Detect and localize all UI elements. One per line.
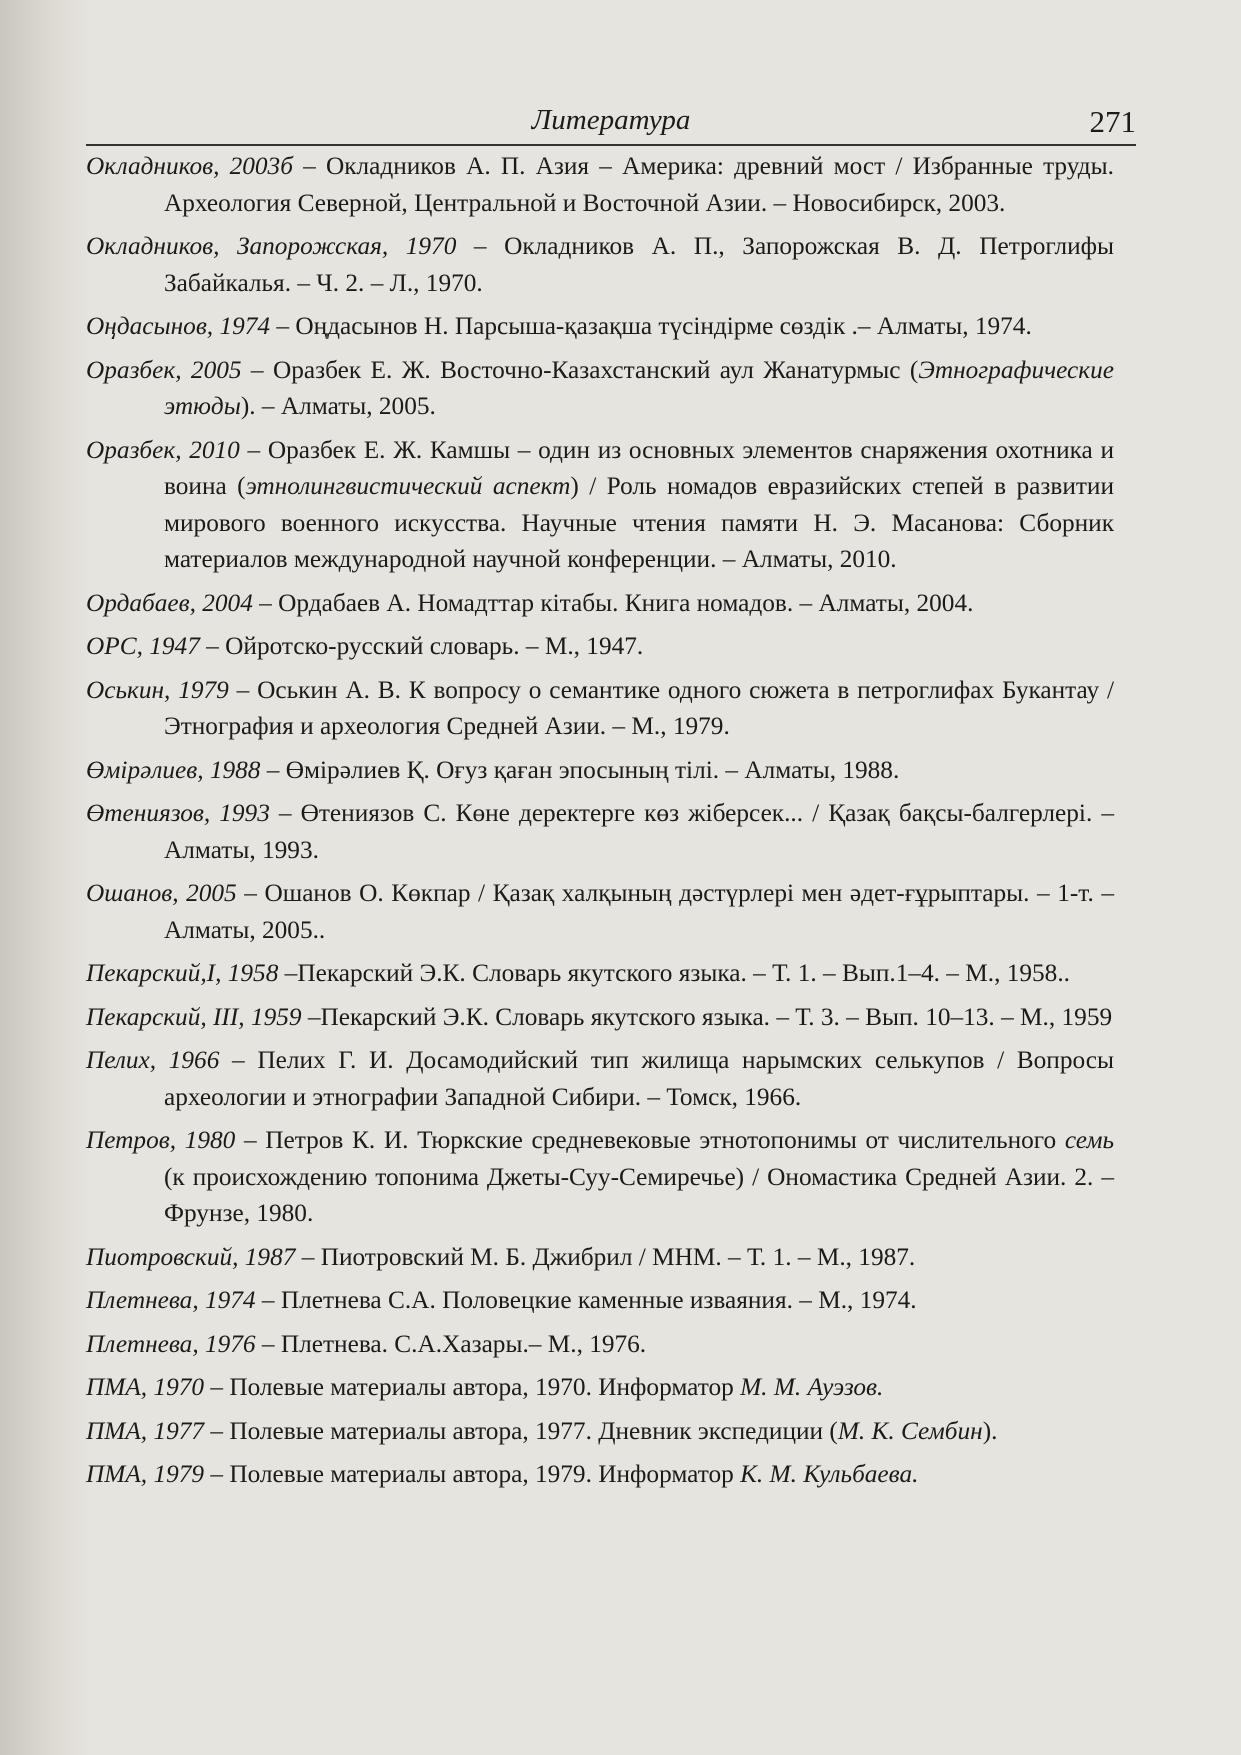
entry-key: Ордабаев, 2004 [86, 588, 253, 617]
entry-key: Плетнева, 1974 [86, 1286, 256, 1314]
entry-key: ПМА, 1979 [86, 1460, 205, 1488]
bibliography-entry [86, 672, 1114, 745]
bibliography-entry [86, 628, 1114, 665]
entry-text-end: ) / Роль номадов евразийских степей в развитии мирового военного искусства. Научные чтения памяти Н. Э. Масанова: Сборник материалов международной научной конференции. – Алматы, 2010. [164, 472, 1114, 573]
entry-key: Пиотровский, 1987 [86, 1242, 296, 1271]
entry-text: – Полевые материалы автора, 1979. Информатор [204, 1460, 741, 1488]
page-gutter-shadow [0, 0, 90, 1755]
bibliography-entry [86, 1239, 1114, 1276]
entry-key: Ошанов, 2005 [86, 879, 237, 907]
bibliography-entry [86, 1369, 1114, 1406]
entry-text-end: ). – Алматы, 2005. [240, 392, 436, 420]
entry-key: Өтениязов, 1993 [86, 799, 270, 827]
bibliography-entry [86, 1326, 1114, 1363]
bibliography-entry [86, 999, 1114, 1036]
entry-key: Окладников, 2003б [86, 152, 293, 180]
entry-italic-text: Этнографические этюды [164, 355, 1114, 420]
entry-italic-text: К. М. Кульбаева. [740, 1460, 919, 1488]
bibliography-entry [86, 432, 1114, 578]
bibliography-entry [86, 795, 1114, 868]
book-page [86, 0, 1136, 1755]
entry-text: – Өмірәлиев Қ. Оғуз қаған эпосының тілі. – Алматы, 1988. [260, 755, 900, 784]
entry-text: – Ошанов О. Көкпар / Қазақ халқының дәстүрлері мен әдет-ғұрыптары. – 1-т. – Алматы, 2005.. [164, 879, 1114, 944]
bibliography-entry [86, 875, 1114, 948]
entry-key: Пелих, 1966 [86, 1046, 220, 1074]
entry-italic-text: М. М. Ауэзов. [740, 1373, 884, 1401]
entry-key: Пекарский,I, 1958 [86, 959, 279, 987]
bibliography-entry [86, 1456, 1114, 1493]
bibliography-entry [86, 1413, 1114, 1450]
entry-italic-text: М. К. Сембин [837, 1416, 983, 1445]
entry-text-end: ). [982, 1416, 998, 1445]
bibliography-entry [86, 308, 1114, 345]
bibliography-entry [86, 1282, 1114, 1319]
entry-text-end: (к происхождению топонима Джеты-Суу-Семиречье) / Ономастика Средней Азии. 2. – Фрунзе, 1980. [164, 1162, 1114, 1227]
entry-text: – Пиотровский М. Б. Джибрил / МНМ. – Т. 1. – М., 1987. [295, 1242, 916, 1271]
entry-key: Оразбек, 2005 [86, 355, 242, 384]
entry-italic-text: этнолингвистический аспект [245, 472, 571, 500]
entry-text: – Оңдасынов Н. Парсыша-қазақша түсіндірме сөздік .– Алматы, 1974. [270, 312, 1032, 340]
entry-italic-text: семь [1064, 1126, 1114, 1154]
page-number: 271 [1089, 104, 1136, 139]
entry-text: – Полевые материалы автора, 1977. Дневник экспедиции ( [204, 1416, 838, 1445]
entry-key: Оськин, 1979 [86, 675, 229, 704]
entry-text: – Оразбек Е. Ж. Восточно-Казахстанский аул Жанатурмыс ( [241, 355, 919, 384]
bibliography-entry [86, 955, 1114, 992]
entry-key: Плетнева, 1976 [86, 1329, 256, 1358]
entry-key: ПМА, 1977 [86, 1416, 205, 1445]
entry-text: – Плетнева. С.А.Хазары.– М., 1976. [255, 1329, 647, 1358]
entry-text: – Оськин А. В. К вопросу о семантике одного сюжета в петроглифах Букантау / Этнография и археология Средней Азии. – М., 1979. [164, 675, 1114, 740]
entry-text: – Ордабаев А. Номадттар кітабы. Книга номадов. – Алматы, 2004. [252, 588, 974, 617]
entry-text: – Петров К. И. Тюркские средневековые этнотопонимы от числительного [235, 1126, 1065, 1154]
entry-text: – Окладников А. П. Азия – Америка: древний мост / Избранные труды. Археология Северной, Центральной и Восточной Азии. – Новосибирск, 2003. [164, 152, 1114, 217]
entry-text: – Ойротско-русский словарь. – М., 1947. [199, 632, 644, 660]
bibliography-entry [86, 228, 1114, 301]
bibliography-entry [86, 752, 1114, 789]
page-header [86, 100, 1136, 146]
entry-key: Оразбек, 2010 [86, 435, 240, 464]
entry-text: – Полевые материалы автора, 1970. Информатор [204, 1373, 741, 1401]
entry-text: – Пелих Г. И. Досамодийский тип жилища нарымских селькупов / Вопросы археологии и этнографии Западной Сибири. – Томск, 1966. [164, 1046, 1115, 1111]
entry-key: Оңдасынов, 1974 [86, 312, 271, 340]
bibliography-entry [86, 352, 1114, 425]
entry-text: –Пекарский Э.К. Словарь якутского языка. – Т. 3. – Вып. 10–13. – М., 1959 [301, 1002, 1113, 1031]
entry-text: – Плетнева С.А. Половецкие каменные изваяния. – М., 1974. [255, 1286, 917, 1314]
entry-key: Петров, 1980 [86, 1126, 236, 1154]
bibliography-entry [86, 1042, 1114, 1115]
entry-text: – Окладников А. П., Запорожская В. Д. Петроглифы Забайкалья. – Ч. 2. – Л., 1970. [164, 232, 1114, 297]
entry-key: Пекарский, III, 1959 [86, 1002, 302, 1031]
entry-text: – Оразбек Е. Ж. Камшы – один из основных элементов снаряжения охотника и воина ( [164, 435, 1114, 500]
entry-key: Өмірәлиев, 1988 [86, 755, 261, 784]
entry-key: ОРС, 1947 [86, 632, 200, 660]
entry-key: ПМА, 1970 [86, 1373, 205, 1401]
entry-text: –Пекарский Э.К. Словарь якутского языка. – Т. 1. – Вып.1–4. – М., 1958.. [278, 959, 1070, 987]
bibliography-entry [86, 148, 1114, 221]
bibliography-entry [86, 585, 1114, 622]
entry-text: – Өтениязов С. Көне деректерге көз жіберсек... / Қазақ бақсы-балгерлері. – Алматы, 1993. [164, 799, 1114, 864]
bibliography-list [86, 148, 1114, 1500]
entry-key: Окладников, Запорожская, 1970 [86, 232, 457, 260]
bibliography-entry [86, 1122, 1114, 1232]
running-title: Литература [531, 104, 691, 136]
